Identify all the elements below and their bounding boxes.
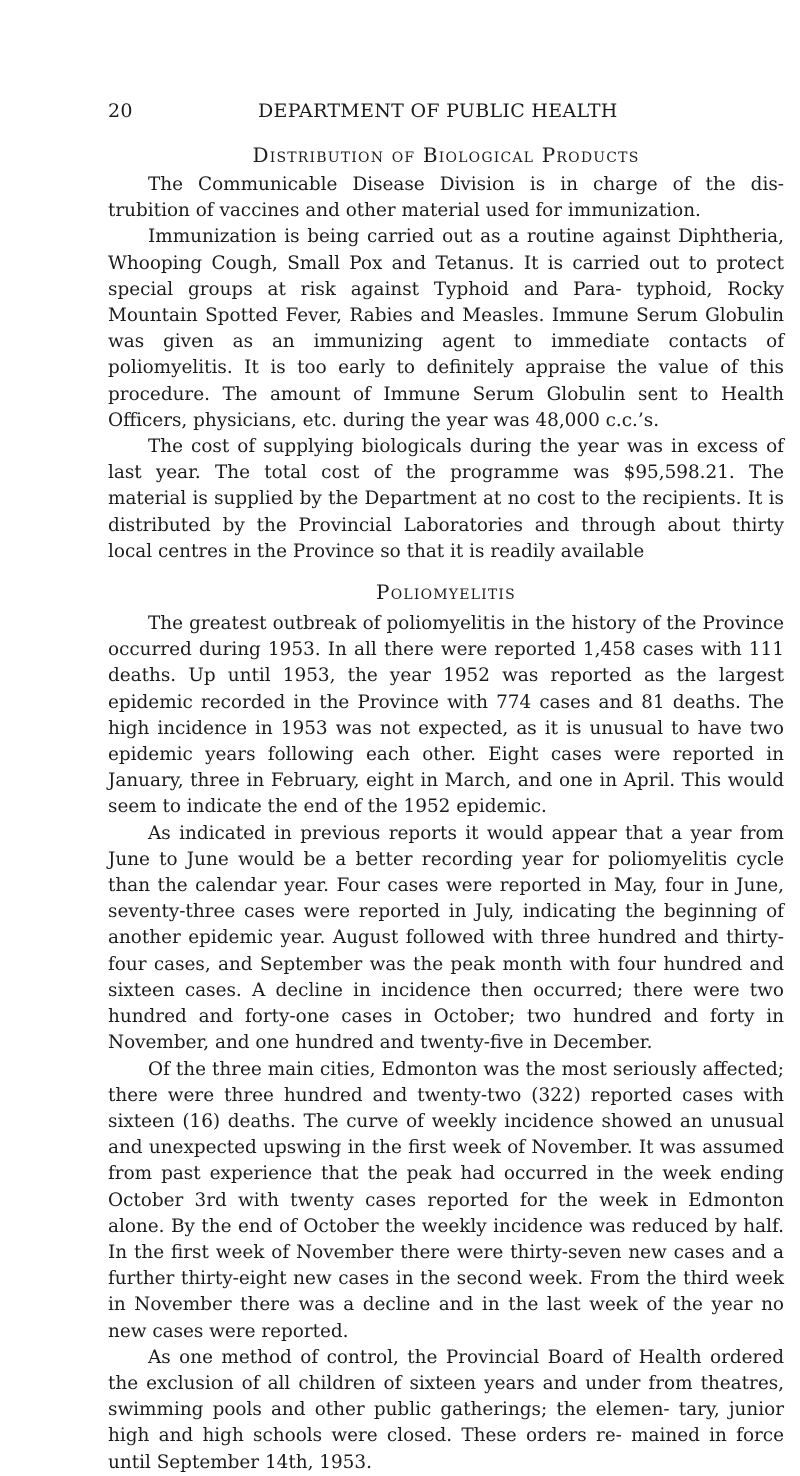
- section-poliomyelitis: [108, 579, 784, 1476]
- running-header: [108, 96, 788, 126]
- paragraph: As indicated in previous reports it would appear that a year from June to June would be a better recording year for poliomyelitis cycle than the calendar year. Four cases were reported in May, four in June, seventy-three cases were reported in July, indicating the beginning of another epidemic year. August followed with three hundred and thirty-four cases, and September was the peak month with four hundred and sixteen cases. A decline in incidence then occurred; there were two hundred and forty-one cases in October; two hundred and forty in November, and one hundred and twenty-five in December.: [108, 822, 784, 1054]
- paragraph: The Communicable Disease Division is in charge of the dis- trubition of vaccines and other material used for immunization.: [108, 174, 784, 222]
- section-heading: Poliomyelitis: [376, 580, 516, 605]
- running-title: DEPARTMENT OF PUBLIC HEALTH: [258, 100, 618, 122]
- section-heading: Distribution of Biological Products: [252, 143, 640, 167]
- document-body: [108, 142, 784, 1476]
- page-number: 20: [108, 100, 133, 122]
- paragraph: The cost of supplying biologicals during the year was in excess of last year. The total cost of the programme was $95,598.21. The material is supplied by the Department at no cost to the recipients. It is distributed by the Provincial Laboratories and through about thirty local centres in the Province so that it is readily available: [108, 436, 784, 562]
- paragraph: Of the three main cities, Edmonton was the most seriously affected; there were three hundred and twenty-two (322) reported cases with sixteen (16) deaths. The curve of weekly incidence showed an unusual and unexpected upswing in the first week of November. It was assumed from past experience that the peak had occurred in the week ending October 3rd with twenty cases reported for the week in Edmonton alone. By the end of October the weekly incidence was reduced by half. In the first week of November there were thirty-seven new cases and a further thirty-eight new cases in the second week. From the third week in November there was a decline and in the last week of the year no new cases were reported.: [108, 1058, 784, 1342]
- paragraph: Immunization is being carried out as a routine against Diphtheria, Whooping Cough, Small Pox and Tetanus. It is carried out to protect special groups at risk against Typhoid and Para- typhoid, Rocky Mountain Spotted Fever, Rabies and Measles. Immune Serum Globulin was given as an immunizing agent to immediate contacts of poliomyelitis. It is too early to definitely appraise the value of this procedure. The amount of Immune Serum Globulin sent to Health Officers, physicians, etc. during the year was 48,000 c.c.’s.: [108, 226, 784, 431]
- paragraph: The greatest outbreak of poliomyelitis in the history of the Province occurred during 1953. In all there were reported 1,458 cases with 111 deaths. Up until 1953, the year 1952 was reported as the largest epidemic recorded in the Province with 774 cases and 81 deaths. The high incidence in 1953 was not expected, as it is unusual to have two epidemic years following each other. Eight cases were reported in January, three in February, eight in March, and one in April. This would seem to indicate the end of the 1952 epidemic.: [108, 613, 784, 818]
- paragraph: As one method of control, the Provincial Board of Health ordered the exclusion of all children of sixteen years and under from theatres, swimming pools and other public gatherings; the elemen- tary, junior high and high schools were closed. These orders re- mained in force until September 14th, 1953.: [108, 1346, 784, 1473]
- section-distribution-of-biological-products: [108, 142, 784, 565]
